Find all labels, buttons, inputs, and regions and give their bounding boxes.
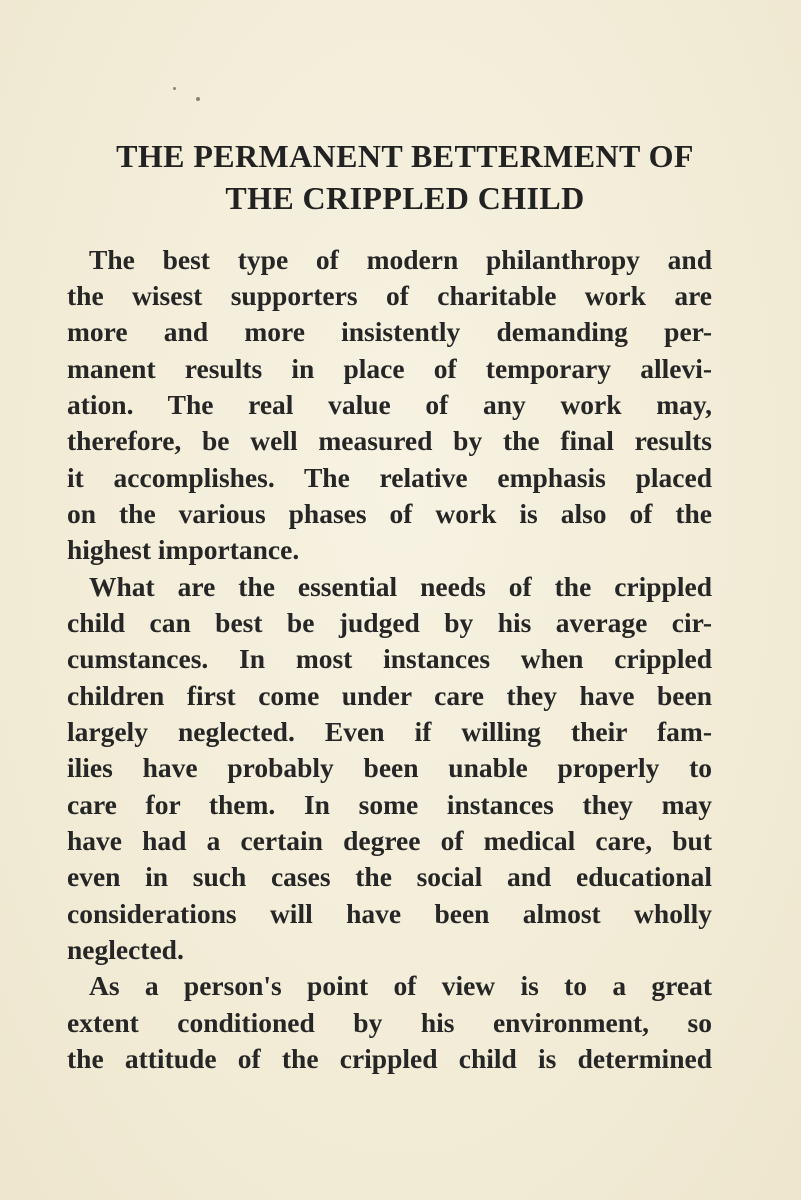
text-line-19: considerations will have been almost wholly <box>67 898 712 929</box>
paper-speck <box>196 97 200 101</box>
text-line-7: it accomplishes. The relative emphasis placed <box>67 462 712 493</box>
text-line-23: the attitude of the crippled child is determined <box>67 1043 712 1074</box>
text-line-21: As a person's point of view is to a great <box>89 970 712 1001</box>
text-line-3: more and more insistently demanding per- <box>67 316 712 347</box>
text-line-22: extent conditioned by his environment, so <box>67 1007 712 1038</box>
text-line-1: The best type of modern philanthropy and <box>89 244 712 275</box>
text-line-12: cumstances. In most instances when crippled <box>67 643 712 674</box>
text-line-2: the wisest supporters of charitable work are <box>67 280 712 311</box>
text-line-6: therefore, be well measured by the final results <box>67 425 712 456</box>
text-line-4: manent results in place of temporary allevi- <box>67 353 712 384</box>
text-line-8: on the various phases of work is also of the <box>67 498 712 529</box>
text-line-15: ilies have probably been unable properly to <box>67 752 712 783</box>
paper-speck <box>173 87 176 90</box>
chapter-title-line-2: THE CRIPPLED CHILD <box>225 180 585 216</box>
text-line-16: care for them. In some instances they may <box>67 789 712 820</box>
text-line-11: child can best be judged by his average cir- <box>67 607 712 638</box>
text-line-14: largely neglected. Even if willing their fam- <box>67 716 712 747</box>
text-line-20: neglected. <box>67 934 184 965</box>
text-line-13: children first come under care they have been <box>67 680 712 711</box>
text-line-5: ation. The real value of any work may, <box>67 389 712 420</box>
text-line-10: What are the essential needs of the crippled <box>89 571 712 602</box>
chapter-title-line-1: THE PERMANENT BETTERMENT OF <box>116 138 694 174</box>
text-line-17: have had a certain degree of medical care, but <box>67 825 712 856</box>
text-line-9: highest importance. <box>67 534 300 565</box>
text-line-18: even in such cases the social and educational <box>67 861 712 892</box>
